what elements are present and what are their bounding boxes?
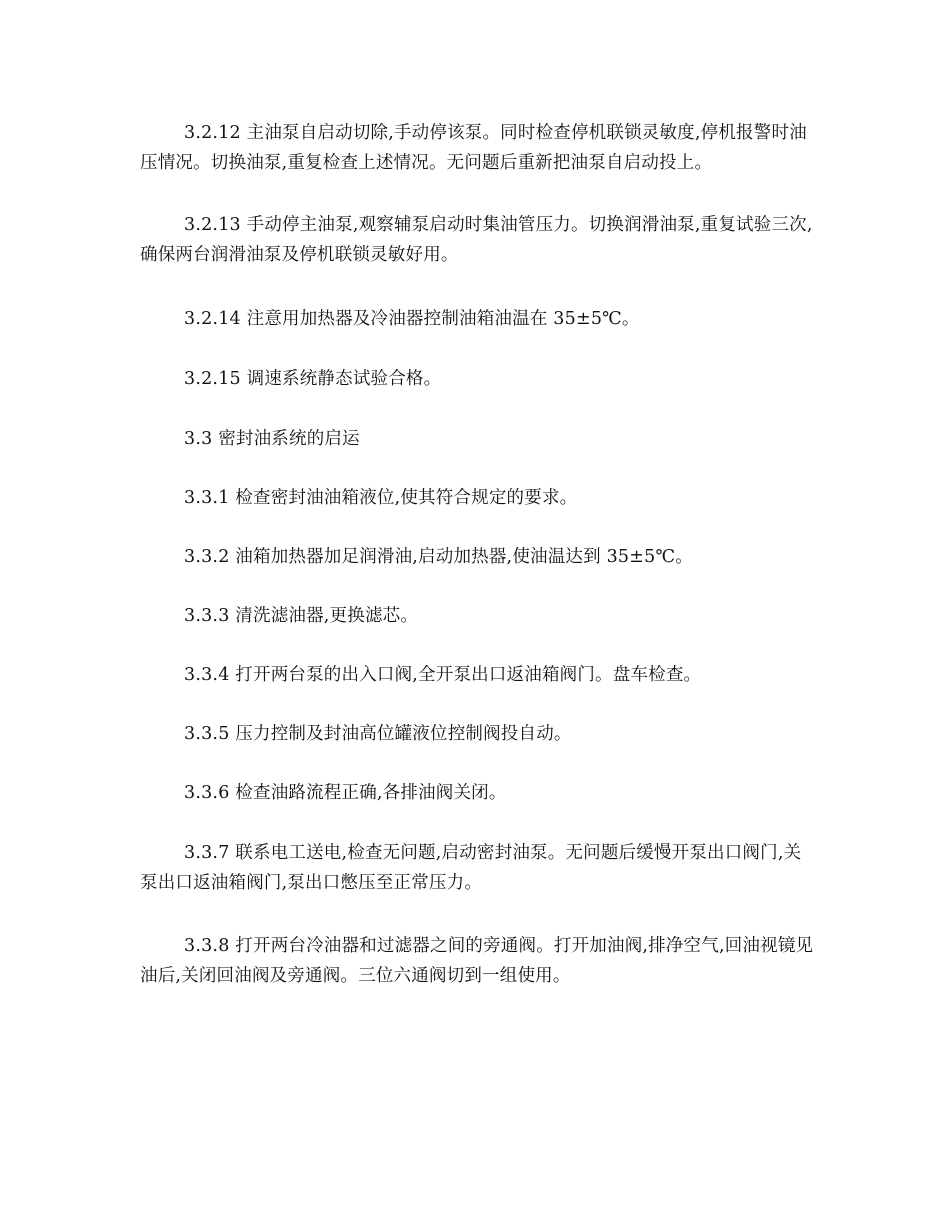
paragraph-3-3-1: 3.3.1 检查密封油油箱液位,使其符合规定的要求。 <box>184 488 578 508</box>
paragraph-3-2-14: 3.2.14 注意用加热器及冷油器控制油箱油温在 35±5℃。 <box>184 309 640 329</box>
paragraph-3-3-2: 3.3.2 油箱加热器加足润滑油,启动加热器,使油温达到 35±5℃。 <box>184 547 693 567</box>
paragraph-3-2-15: 3.2.15 调速系统静态试验合格。 <box>184 369 442 389</box>
paragraph-3-3-8: 3.3.8 打开两台冷油器和过滤器之间的旁通阀。打开加油阀,排净空气,回油视镜见油后,关闭回油阀及旁通阀。三位六通阀切到一组使用。 <box>140 936 814 986</box>
paragraph-3-3-3: 3.3.3 清洗滤油器,更换滤芯。 <box>184 606 419 626</box>
paragraph-3-3-5: 3.3.5 压力控制及封油高位罐液位控制阀投自动。 <box>184 724 572 744</box>
paragraph-3-3-6: 3.3.6 检查油路流程正确,各排油阀关闭。 <box>184 783 507 803</box>
paragraph-3-3-7: 3.3.7 联系电工送电,检查无问题,启动密封油泵。无问题后缓慢开泵出口阀门,关泵出口返油箱阀门,泵出口憋压至正常压力。 <box>140 843 802 893</box>
paragraph-3-2-12: 3.2.12 主油泵自启动切除,手动停该泵。同时检查停机联锁灵敏度,停机报警时油压情况。切换油泵,重复检查上述情况。无问题后重新把油泵自启动投上。 <box>140 123 807 173</box>
paragraph-3-2-13: 3.2.13 手动停主油泵,观察辅泵启动时集油管压力。切换润滑油泵,重复试验三次,确保两台润滑油泵及停机联锁灵敏好用。 <box>140 215 813 265</box>
paragraph-3-3-4: 3.3.4 打开两台泵的出入口阀,全开泵出口返油箱阀门。盘车检查。 <box>184 665 702 685</box>
section-heading-3-3: 3.3 密封油系统的启运 <box>184 429 360 449</box>
